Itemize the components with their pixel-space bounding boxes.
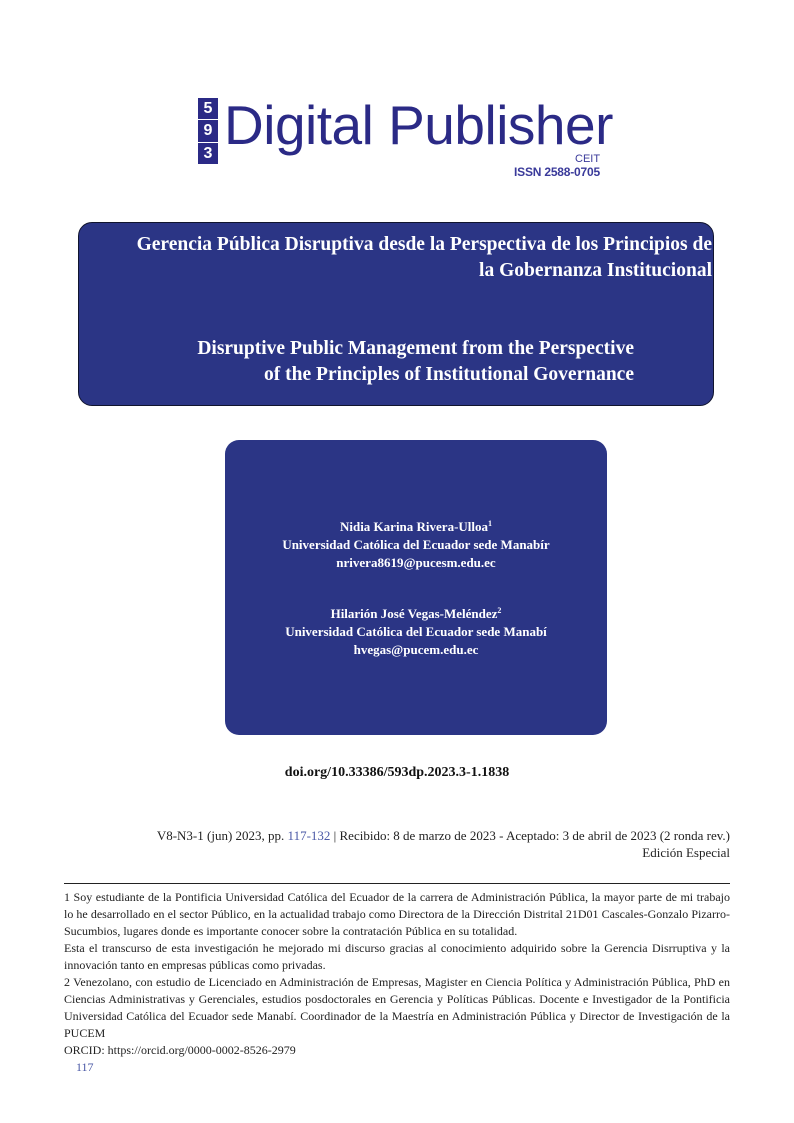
footnote-divider <box>64 883 730 884</box>
logo-digit-5: 5 <box>198 98 218 119</box>
author-email[interactable]: hvegas@pucem.edu.ec <box>353 642 479 657</box>
author-name-text: Hilarión José Vegas-Meléndez <box>330 606 498 621</box>
footnote-1-continued: Esta el transcurso de esta investigación he mejorado mi discurso gracias al conocimiento adquirido sobre la Gerencia Disrruptiva y la innovación tanto en empresas públicas como privadas. <box>64 941 730 972</box>
logo-ceit: CEIT <box>575 153 601 165</box>
pages-link[interactable]: 117-132 <box>287 828 331 843</box>
title-spanish-line-1: Gerencia Pública Disruptiva desde la Perspectiva de los Principios de <box>136 234 712 255</box>
title-spanish <box>78 232 712 284</box>
footnote-1: 1 Soy estudiante de la Pontificia Universidad Católica del Ecuador de la carrera de Administración Pública, la mayor parte de mi trabajo lo he desarrollado en el sector Público, en la actualidad trabajo como Directora de la Dirección Distrital 21D01 Cascales-Gonzalo Pizarro-Sucumbios, lugares donde es importante conocer sobre la contratación Pública en su totalidad. <box>64 890 730 938</box>
publication-info <box>60 827 730 861</box>
authors-box <box>225 440 607 735</box>
author-name <box>225 605 607 623</box>
author-1 <box>225 518 607 572</box>
title-english-line-1: Disruptive Public Management from the Perspective <box>197 338 634 359</box>
title-spanish-line-2: la Gobernanza Institucional <box>479 260 712 281</box>
logo-digit-9: 9 <box>198 120 218 141</box>
author-name-text: Nidia Karina Rivera-Ulloa <box>339 519 489 534</box>
orcid-link[interactable]: ORCID: https://orcid.org/0000-0002-8526-2979 <box>64 1043 296 1057</box>
author-name <box>225 518 607 536</box>
dates-info: | Recibido: 8 de marzo de 2023 - Aceptado: 3 de abril de 2023 (2 ronda rev.) <box>330 828 730 843</box>
author-affiliation: Universidad Católica del Ecuador sede Manabí <box>285 624 547 639</box>
logo-digit-3: 3 <box>198 143 218 164</box>
author-2 <box>225 605 607 659</box>
edition-label: Edición Especial <box>642 845 730 860</box>
author-footnote-marker: 2 <box>497 606 502 615</box>
author-affiliation: Universidad Católica del Ecuador sede Manabír <box>282 537 550 552</box>
logo-wordmark: Digital Publisher <box>224 94 613 156</box>
author-email[interactable]: nrivera8619@pucesm.edu.ec <box>336 555 496 570</box>
logo-digit-stack <box>198 98 218 164</box>
page-number: 117 <box>76 1060 94 1074</box>
title-english <box>100 336 634 388</box>
issn-label: ISSN 2588-0705 <box>514 165 600 179</box>
footnote-2: 2 Venezolano, con estudio de Licenciado en Administración de Empresas, Magister en Ciencia Política y Administración Pública, PhD en Ciencias Administrativas y Gerenciales, estudios posdoctorales en Gerencia y Políticas Públicas. Docente e Investigador de la Pontificia Universidad Católica del Ecuador sede Manabí. Coordinador de la Maestría en Administración Pública y Director de Investigación de la PUCEM <box>64 975 730 1040</box>
title-english-line-2: of the Principles of Institutional Governance <box>264 364 634 385</box>
author-footnote-marker: 1 <box>488 519 493 528</box>
publication-line <box>60 827 730 844</box>
doi-link[interactable]: doi.org/10.33386/593dp.2023.3-1.1838 <box>284 765 510 780</box>
footnotes <box>64 889 730 1059</box>
volume-info: V8-N3-1 (jun) 2023, pp. <box>156 828 288 843</box>
